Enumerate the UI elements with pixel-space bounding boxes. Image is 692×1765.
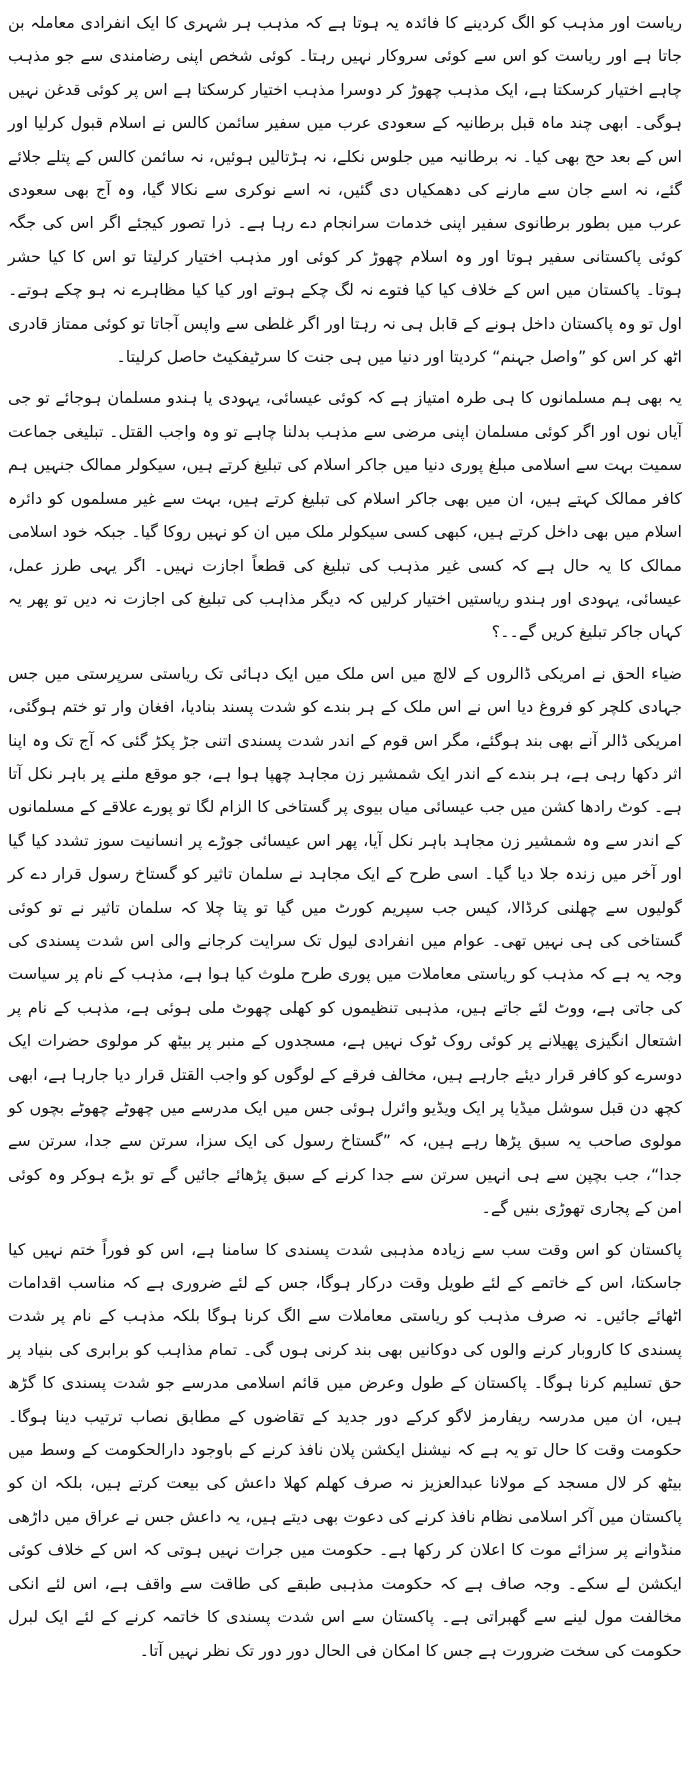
article-paragraph-1: ریاست اور مذہب کو الگ کردینے کا فائدہ یہ ہوتا ہے کہ مذہب ہر شہری کا ایک انفرادی معاملہ بن جاتا ہے اور ریاست کو اس سے کوئی سروکار نہیں رہتا۔ کوئی شخص اپنی رضامندی سے جو مذہب چاہے اختیار کرسکتا ہے، ایک مذہب چھوڑ کر دوسرا مذہب اختیار کرسکتا ہے اس پر کوئی قدغن نہیں ہوگی۔ ابھی چند ماہ قبل برطانیہ کے سعودی عرب میں سفیر سائمن کالس نے اسلام قبول کرلیا اور اس کے بعد حج بھی کیا۔ نہ برطانیہ میں جلوس نکلے، نہ ہڑتالیں ہوئیں، نہ سائمن کالس کے پتلے جلائے گئے، نہ اسے جان سے مارنے کی دھمکیاں دی گئیں، نہ اسے نوکری سے نکالا گیا، وہ آج بھی سعودی عرب میں بطور برطانوی سفیر اپنی خدمات سرانجام دے رہا ہے۔ ذرا تصور کیجئے اگر اس کی جگہ کوئی پاکستانی سفیر ہوتا اور وہ اسلام چھوڑ کر کوئی اور مذہب اختیار کرلیتا تو اس کا کیا حشر ہوتا۔ پاکستان میں اس کے خلاف کیا کیا فتوے نہ لگ چکے ہوتے اور کیا کیا مظاہرے نہ ہو چکے ہوتے۔ اول تو وہ پاکستان داخل ہونے کے قابل ہی نہ رہتا اور اگر غلطی سے واپس آجاتا تو کوئی ممتاز قادری اٹھ کر اس کو ”واصل جہنم“ کردیتا اور دنیا میں ہی جنت کا سرٹیفکیٹ حاصل کرلیتا۔ <box>8 13 682 367</box>
article-paragraph-2: یہ بھی ہم مسلمانوں کا ہی طرہ امتیاز ہے کہ کوئی عیسائی، یہودی یا ہندو مسلمان ہوجائے تو جی آیاں نوں اور اگر کوئی مسلمان اپنی مرضی سے مذہب بدلنا چاہے تو وہ واجب القتل۔ تبلیغی جماعت سمیت بہت سے اسلامی مبلغ پوری دنیا میں جاکر اسلام کی تبلیغ کرتے ہیں، سیکولر ممالک جنہیں ہم کافر ممالک کہتے ہیں، ان میں بھی جاکر اسلام کی تبلیغ کرتے ہیں، بہت سے غیر مسلموں کو دائرہ اسلام میں بھی داخل کرتے ہیں، کبھی کسی سیکولر ملک میں ان کو نہیں روکا گیا۔ جبکہ خود اسلامی ممالک کا یہ حال ہے کہ کسی غیر مذہب کی تبلیغ کی قطعاً اجازت نہیں۔ اگر یہی طرز عمل، عیسائی، یہودی اور ہندو ریاستیں اختیار کرلیں کہ دیگر مذاہب کی تبلیغ کی اجازت نہ دیں تو پھر یہ کہاں جاکر تبلیغ کریں گے۔۔؟ <box>8 388 682 642</box>
article-paragraph-4: پاکستان کو اس وقت سب سے زیادہ مذہبی شدت پسندی کا سامنا ہے، اس کو فوراً ختم نہیں کیا جاسکتا، اس کے خاتمے کے لئے طویل وقت درکار ہوگا، جس کے لئے ضروری ہے کہ مناسب اقدامات اٹھائے جائیں۔ نہ صرف مذہب کو ریاستی معاملات سے الگ کرنا ہوگا بلکہ مذہب کے نام پر شدت پسندی کا کاروبار کرنے والوں کی دوکانیں بھی بند کرنی ہوں گی۔ تمام مذاہب کو برابری کی بنیاد پر حق تسلیم کرنا ہوگا۔ پاکستان کے طول وعرض میں قائم اسلامی مدرسے جو شدت پسندی کا گڑھ ہیں، ان میں مدرسہ ریفارمز لاگو کرکے دور جدید کے تقاضوں کے مطابق نصاب ترتیب دینا ہوگا۔ حکومت وقت کا حال تو یہ ہے کہ نیشنل ایکشن پلان نافذ کرنے کے باوجود دارالحکومت کے وسط میں بیٹھ کر لال مسجد کے مولانا عبدالعزیز نہ صرف کھلم کھلا داعش کی بیعت کرتے ہیں، بلکہ ان کو پاکستان میں آکر اسلامی نظام نافذ کرنے کی دعوت بھی دیتے ہیں، یہ داعش جس نے عراق میں داڑھی منڈوانے پر سزائے موت کا اعلان کر رکھا ہے۔ حکومت میں جرات نہیں ہوتی کہ اس کے خلاف کوئی ایکشن لے سکے۔ وجہ صاف ہے کہ حکومت مذہبی طبقے کی طاقت سے واقف ہے، اس لئے انکی مخالفت مول لینے سے گھبراتی ہے۔ پاکستان سے اس شدت پسندی کا خاتمہ کرنے کے لئے ایک لبرل حکومت کی سخت ضرورت ہے جس کا امکان فی الحال دور دور تک نظر نہیں آتا۔ <box>8 1239 682 1660</box>
article-paragraph-3: ضیاء الحق نے امریکی ڈالروں کے لالچ میں اس ملک میں ایک دہائی تک ریاستی سرپرستی میں جس جہادی کلچر کو فروغ دیا اس نے اس ملک کے ہر بندے کو شدت پسند بنادیا، افغان وار تو ختم ہوگئی، امریکی ڈالر آنے بھی بند ہوگئے، مگر اس قوم کے اندر شدت پسندی اتنی جڑ پکڑ گئی کہ آج تک وہ اپنا اثر دکھا رہی ہے، ہر بندے کے اندر ایک شمشیر زن مجاہد چھپا ہوا ہے، جو موقع ملنے پر باہر نکل آتا ہے۔ کوٹ رادھا کشن میں جب عیسائی میاں بیوی پر گستاخی کا الزام لگا تو پورے علاقے کے مسلمانوں کے اندر سے وہ شمشیر زن مجاہد باہر نکل آیا، پھر اس عیسائی جوڑے پر انسانیت سوز تشدد کیا گیا اور آخر میں زندہ جلا دیا گیا۔ اسی طرح کے ایک مجاہد نے سلمان تاثیر کو گستاخ رسول قرار دے کر گولیوں سے چھلنی کرڈالا، کیس جب سپریم کورٹ میں گیا تو پتا چلا کہ سلمان تاثیر نے تو کوئی گستاخی کی ہی نہیں تھی۔ عوام میں انفرادی لیول تک سرایت کرجانے والی اس شدت پسندی کی وجہ یہ ہے کہ مذہب کو ریاستی معاملات میں پوری طرح ملوث کیا ہوا ہے، مذہب کے نام پر سیاست کی جاتی ہے، ووٹ لئے جاتے ہیں، مذہبی تنظیموں کو کھلی چھوٹ ملی ہوئی ہے، مذہب کے نام پر اشتعال انگیزی پھیلانے پر کوئی روک ٹوک نہیں ہے، مسجدوں کے منبر پر بیٹھ کر مولوی حضرات ایک دوسرے کو کافر قرار دیئے جارہے ہیں، مخالف فرقے کے لوگوں کو واجب القتل قرار دیا جارہا ہے، ابھی کچھ دن قبل سوشل میڈیا پر ایک ویڈیو وائرل ہوئی جس میں ایک مدرسے میں چھوٹے چھوٹے بچوں کو مولوی صاحب یہ سبق پڑھا رہے ہیں، کہ ”گستاخ رسول کی ایک سزا، سرتن سے جدا، سرتن سے جدا“، جب بچپن سے ہی انہیں سرتن سے جدا کرنے کے سبق پڑھائے جائیں گے تو بڑے ہوکر وہ کوئی امن کے پجاری تھوڑی بنیں گے۔ <box>8 663 682 1218</box>
